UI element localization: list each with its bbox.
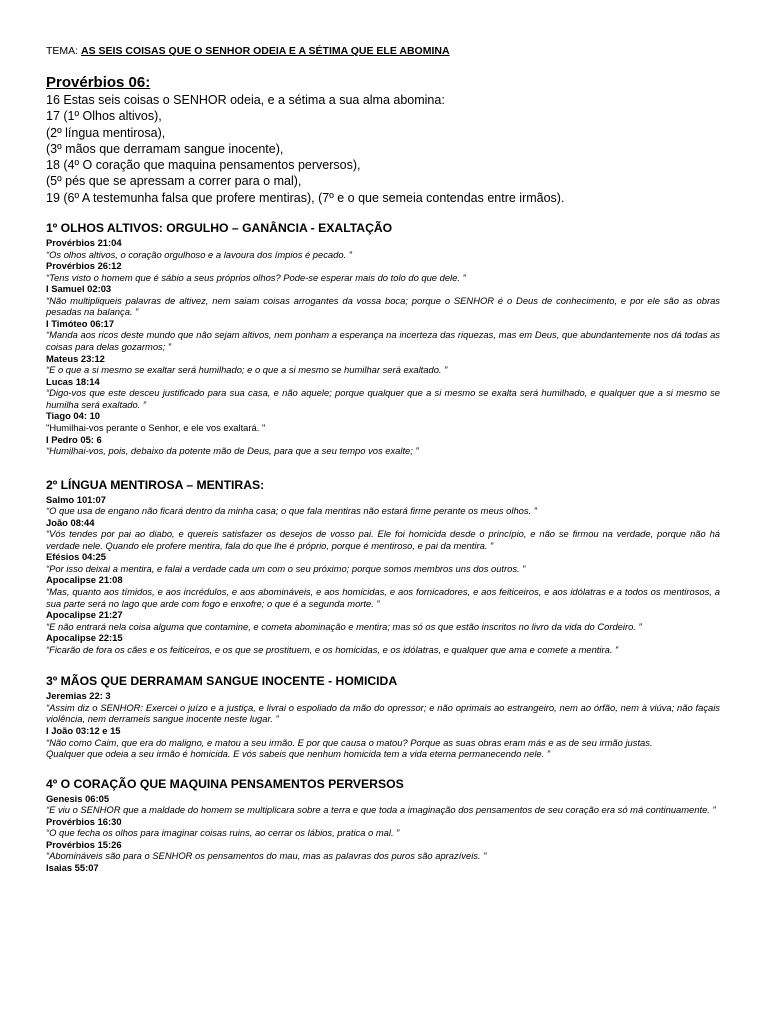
intro-line: (3º mãos que derramam sangue inocente),: [46, 141, 284, 156]
section-heading: 1º OLHOS ALTIVOS: ORGULHO – GANÂNCIA - EXALTAÇÃO: [46, 221, 393, 236]
intro-line: 18 (4º O coração que maquina pensamentos perversos),: [46, 158, 361, 173]
theme-title: AS SEIS COISAS QUE O SENHOR ODEIA E A SÉTIMA QUE ELE ABOMINA: [81, 45, 450, 57]
section-coracao-perverso: [46, 776, 720, 874]
verse-reference: Genesis 06:05: [46, 792, 110, 804]
verse-reference: Provérbios 21:04: [46, 237, 122, 249]
verse-text: “Humilhai-vos, pois, debaixo da potente mão de Deus, para que a seu tempo vos exalte; ”: [46, 445, 419, 457]
section-heading: 2º LÍNGUA MENTIROSA – MENTIRAS:: [46, 477, 265, 492]
verse-text: “Manda aos ricos deste mundo que não sejam altivos, nem ponham a esperança na incerteza das riquezas, mas em Deus, que abundantemente nos dá todas as coisas para delas gozarmos; ”: [46, 329, 720, 353]
intro-line: (5º pés que se apressam a correr para o mal),: [46, 174, 302, 189]
proverbs-intro: [46, 74, 720, 206]
verse-text: "Humilhai-vos perante o Senhor, e ele vos exaltará. ": [46, 421, 266, 433]
verse-reference: Provérbios 26:12: [46, 260, 122, 272]
theme-label: TEMA:: [46, 45, 82, 57]
verse-reference: Mateus 23:12: [46, 352, 105, 364]
verse-reference: Apocalipse 21:27: [46, 609, 123, 621]
verse-text: “O que usa de engano não ficará dentro da minha casa; o que fala mentiras não estará firme perante os meus olhos. ”: [46, 505, 537, 517]
intro-line: (2º língua mentirosa),: [46, 125, 166, 140]
verse-text: “E não entrará nela coisa alguma que contamine, e cometa abominação e mentira; mas só os que estão inscritos no livro da vida do Cordeiro. ”: [46, 620, 642, 632]
section-heading: 4º O CORAÇÃO QUE MAQUINA PENSAMENTOS PERVERSOS: [46, 776, 404, 791]
verse-text: “Assim diz o SENHOR: Exercei o juízo e a justiça, e livrai o espoliado da mão do opressor; e não oprimais ao estrangeiro, nem ao órfão, nem à viúva; não façais violência, nem derrameis sangue inocente neste lugar. ”: [46, 701, 720, 725]
verse-reference: I Pedro 05: 6: [46, 433, 102, 445]
verse-reference: Apocalipse 22:15: [46, 632, 123, 644]
verse-text: “Tens visto o homem que é sábio a seus próprios olhos? Pode-se esperar mais do tolo do que dele. ”: [46, 271, 466, 283]
theme-line: [46, 44, 720, 58]
verse-reference: I João 03:12 e 15: [46, 725, 121, 737]
verse-text: “Os olhos altivos, o coração orgulhoso e a lavoura dos ímpios é pecado. ”: [46, 248, 352, 260]
verse-reference: I Samuel 02:03: [46, 283, 112, 295]
section-heading: 3º MÃOS QUE DERRAMAM SANGUE INOCENTE - HOMICIDA: [46, 674, 398, 689]
verse-text: “E o que a si mesmo se exaltar será humilhado; e o que a si mesmo se humilhar será exaltado. ”: [46, 364, 448, 376]
verse-text: “Vós tendes por pai ao diabo, e quereis satisfazer os desejos de vosso pai. Ele foi homicida desde o princípio, e não se firmou na verdade, porque não há verdade nele. Quando ele profere mentira, fala do que lhe é próprio, porque é mentiroso, e pai da mentira. ”: [46, 528, 720, 551]
verse-reference: Jeremias 22: 3: [46, 690, 111, 702]
section-sangue-inocente: [46, 673, 720, 759]
verse-reference: Apocalipse 21:08: [46, 574, 123, 586]
verse-text: “Digo-vos que este desceu justificado para sua casa, e não aquele; porque qualquer que a si mesmo se exalta será humilhado, e qualquer que a si mesmo se humilha será exaltado. ”: [46, 387, 720, 410]
verse-text: “Não multipliqueis palavras de altivez, nem saiam coisas arrogantes da vossa boca; porque o SENHOR é o Deus de conhecimento, e por ele são as obras pesadas na balança. ”: [46, 294, 720, 318]
verse-text: “Abomináveis são para o SENHOR os pensamentos do mau, mas as palavras dos puros são aprazíveis. ”: [46, 850, 487, 862]
verse-reference: Salmo 101:07: [46, 493, 106, 505]
verse-reference: Isaias 55:07: [46, 862, 99, 874]
verse-text: “Ficarão de fora os cães e os feiticeiros, e os que se prostituem, e os homicidas, e os idólatras, e qualquer que ama e comete a mentira. ”: [46, 643, 619, 655]
verse-reference: Lucas 18:14: [46, 375, 100, 387]
intro-line: 16 Estas seis coisas o SENHOR odeia, e a sétima a sua alma abomina:: [46, 93, 445, 107]
verse-reference: Tiago 04: 10: [46, 410, 101, 422]
verse-text: “Por isso deixai a mentira, e falai a verdade cada um com o seu próximo; porque somos membros uns dos outros. ”: [46, 562, 526, 574]
section-olhos-altivos: [46, 220, 720, 457]
verse-text: Qualquer que odeia a seu irmão é homicida. E vós sabeis que nenhum homicida tem a vida eterna permanecendo nele. ”: [46, 748, 550, 760]
verse-text: “Mas, quanto aos tímidos, e aos incrédulos, e aos abomináveis, e aos homicidas, e aos fornicadores, e aos feiticeiros, e aos idólatras e a todos os mentirosos, a sua parte será no lago que arde com fogo e enxofre; o que é a segunda morte. ”: [46, 585, 720, 609]
verse-reference: I Timóteo 06:17: [46, 317, 115, 329]
intro-line: 19 (6º A testemunha falsa que profere mentiras), (7º e o que semeia contendas entre irmãos).: [46, 190, 565, 205]
verse-reference: Provérbios 15:26: [46, 838, 122, 850]
verse-reference: Efésios 04:25: [46, 551, 106, 563]
section-lingua-mentirosa: [46, 477, 720, 656]
verse-text: “E viu o SENHOR que a maldade do homem se multiplicara sobre a terra e que toda a imaginação dos pensamentos de seu coração era só má continuamente. ”: [46, 804, 716, 816]
verse-text: “O que fecha os olhos para imaginar coisas ruins, ao cerrar os lábios, pratica o mal. ”: [46, 827, 400, 839]
verse-reference: João 08:44: [46, 516, 95, 528]
verse-reference: Provérbios 16:30: [46, 815, 122, 827]
document-page: [46, 44, 720, 874]
verse-text: “Não como Caim, que era do maligno, e matou a seu irmão. E por que causa o matou? Porque as suas obras eram más e as de seu irmão justas.: [46, 736, 653, 748]
intro-heading: Provérbios 06:: [46, 74, 151, 91]
intro-line: 17 (1º Olhos altivos),: [46, 109, 162, 124]
